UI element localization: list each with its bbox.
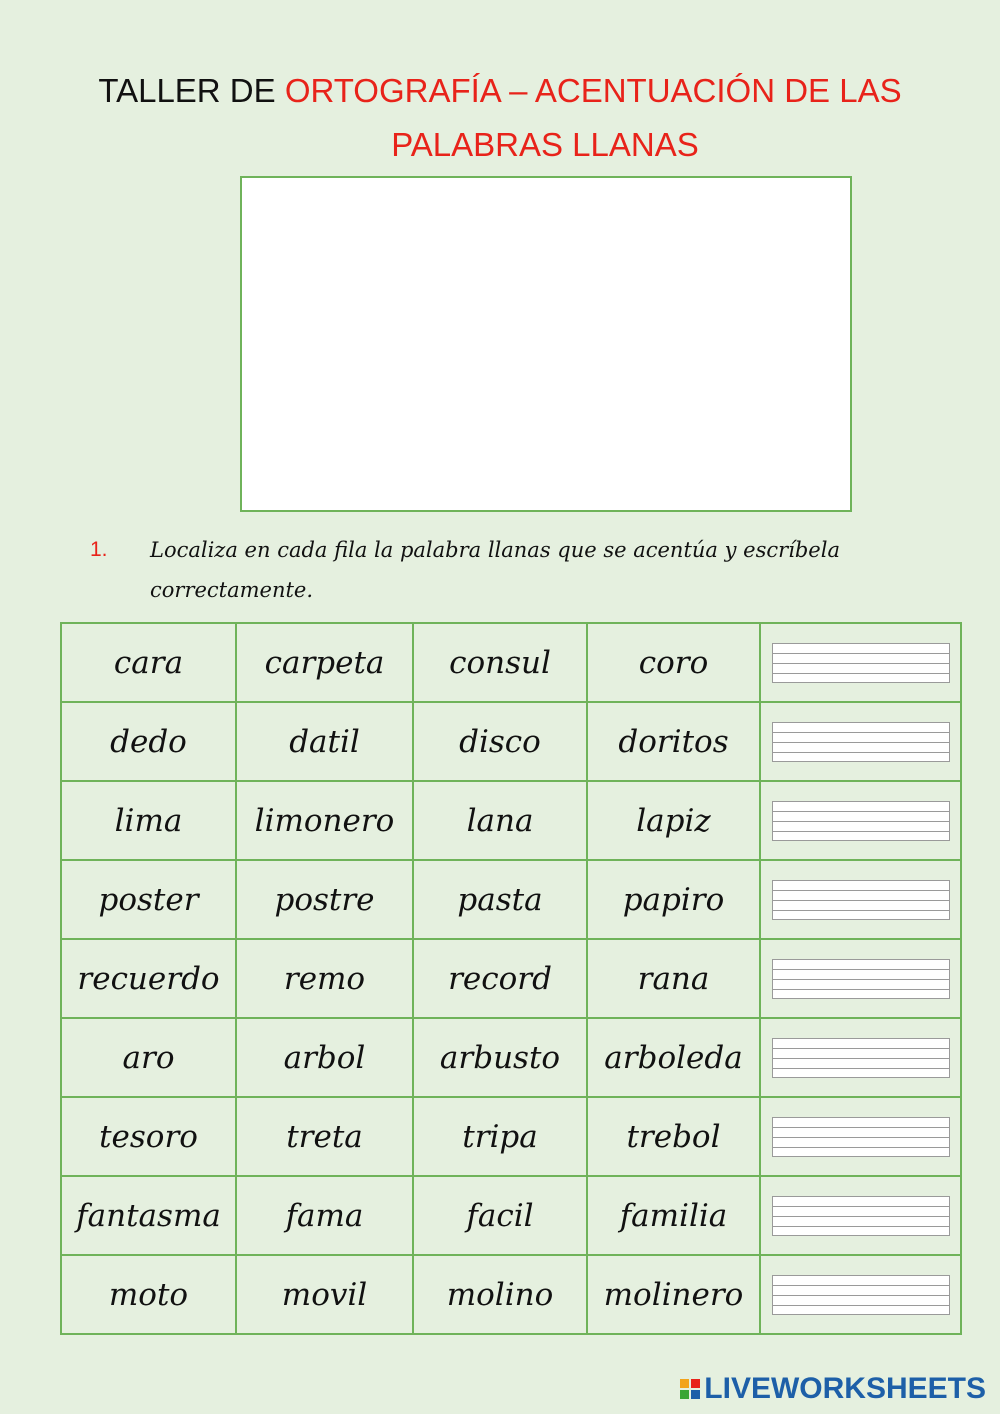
word-cell: tripa	[413, 1097, 587, 1176]
answer-field[interactable]	[772, 1117, 950, 1157]
table-row	[61, 1097, 961, 1176]
word-cell: molino	[413, 1255, 587, 1334]
answer-field[interactable]	[772, 643, 950, 683]
word-cell: consul	[413, 623, 587, 702]
word-cell: limonero	[236, 781, 413, 860]
answer-field[interactable]	[772, 1275, 950, 1315]
table-row	[61, 1176, 961, 1255]
instruction-number: 1.	[90, 538, 108, 561]
word-cell: fantasma	[61, 1176, 236, 1255]
word-cell: pasta	[413, 860, 587, 939]
word-cell: rana	[587, 939, 760, 1018]
word-cell: remo	[236, 939, 413, 1018]
table-row	[61, 623, 961, 702]
answer-cell	[760, 702, 961, 781]
word-cell: fama	[236, 1176, 413, 1255]
answer-cell	[760, 1018, 961, 1097]
instruction-text: Localiza en cada fila la palabra llanas que se acentúa y escríbela correctamente.	[150, 538, 840, 602]
word-cell: coro	[587, 623, 760, 702]
answer-cell	[760, 939, 961, 1018]
word-cell: papiro	[587, 860, 760, 939]
table-row	[61, 781, 961, 860]
word-cell: datil	[236, 702, 413, 781]
word-cell: tesoro	[61, 1097, 236, 1176]
word-cell: doritos	[587, 702, 760, 781]
word-cell: recuerdo	[61, 939, 236, 1018]
title-prefix: TALLER DE	[98, 72, 285, 109]
word-cell: treta	[236, 1097, 413, 1176]
liveworksheets-logo-icon	[680, 1379, 700, 1399]
answer-cell	[760, 1176, 961, 1255]
image-placeholder	[240, 176, 852, 512]
word-cell: cara	[61, 623, 236, 702]
answer-field[interactable]	[772, 959, 950, 999]
answer-cell	[760, 781, 961, 860]
answer-field[interactable]	[772, 801, 950, 841]
answer-field[interactable]	[772, 880, 950, 920]
page-title	[0, 64, 1000, 172]
word-cell: movil	[236, 1255, 413, 1334]
answer-field[interactable]	[772, 1196, 950, 1236]
answer-cell	[760, 623, 961, 702]
words-table	[60, 622, 962, 1335]
title-highlight-line1: ORTOGRAFÍA – ACENTUACIÓN DE LAS	[284, 72, 902, 109]
word-cell: facil	[413, 1176, 587, 1255]
word-cell: moto	[61, 1255, 236, 1334]
word-cell: poster	[61, 860, 236, 939]
word-cell: trebol	[587, 1097, 760, 1176]
title-highlight-line2: PALABRAS LLANAS	[391, 126, 699, 163]
word-cell: arbusto	[413, 1018, 587, 1097]
table-row	[61, 1255, 961, 1334]
word-cell: molinero	[587, 1255, 760, 1334]
answer-field[interactable]	[772, 1038, 950, 1078]
answer-field[interactable]	[772, 722, 950, 762]
word-cell: arboleda	[587, 1018, 760, 1097]
word-cell: record	[413, 939, 587, 1018]
answer-cell	[760, 1255, 961, 1334]
word-cell: lapiz	[587, 781, 760, 860]
answer-cell	[760, 860, 961, 939]
word-cell: lima	[61, 781, 236, 860]
word-cell: arbol	[236, 1018, 413, 1097]
answer-cell	[760, 1097, 961, 1176]
word-cell: familia	[587, 1176, 760, 1255]
word-cell: dedo	[61, 702, 236, 781]
liveworksheets-logo	[680, 1372, 986, 1406]
word-cell: lana	[413, 781, 587, 860]
words-table-body	[61, 623, 961, 1334]
table-row	[61, 1018, 961, 1097]
logo-text: LIVEWORKSHEETS	[704, 1372, 986, 1405]
instruction	[90, 530, 970, 610]
word-cell: disco	[413, 702, 587, 781]
table-row	[61, 702, 961, 781]
word-cell: postre	[236, 860, 413, 939]
word-cell: aro	[61, 1018, 236, 1097]
word-cell: carpeta	[236, 623, 413, 702]
table-row	[61, 860, 961, 939]
table-row	[61, 939, 961, 1018]
